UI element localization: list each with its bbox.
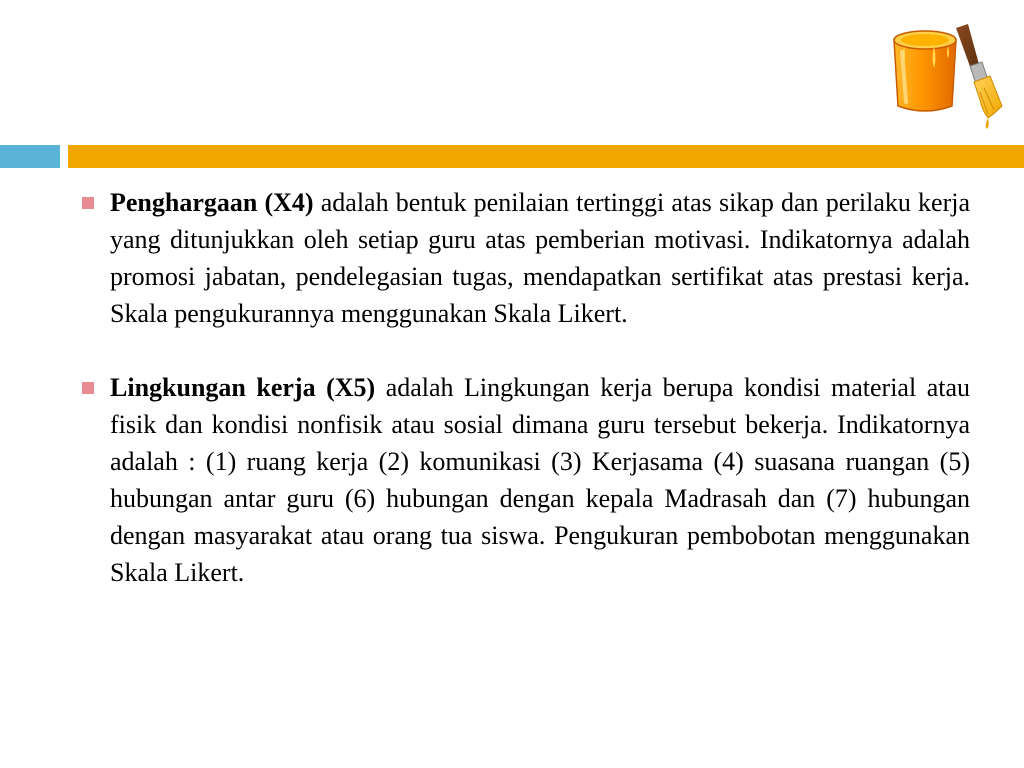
bullet-term: Penghargaan (X4) (110, 188, 314, 217)
bullet-paragraph (110, 369, 970, 591)
paint-bucket-and-brush-icon (884, 22, 1004, 130)
bullet-paragraph (110, 184, 970, 332)
square-bullet-icon (82, 197, 94, 209)
bullet-description: adalah Lingkungan kerja berupa kondisi material atau fisik dan kondisi nonfisik atau sosial dimana guru tersebut bekerja. Indikatornya adalah : (1) ruang kerja (2) komunikasi (3) Kerjasama (4) suasana ruangan (5) hubungan antar guru (6) hubungan dengan kepala Madrasah dan (7) hubungan dengan masyarakat atau orang tua siswa. Pengukuran pembobotan menggunakan Skala Likert. (110, 373, 971, 587)
header-bar-right (68, 145, 1024, 168)
bullet-item (82, 369, 970, 591)
bullet-item (82, 184, 970, 332)
slide-content (82, 184, 970, 628)
bullet-term: Lingkungan kerja (X5) (110, 373, 376, 402)
square-bullet-icon (82, 382, 94, 394)
header-bar-left (0, 145, 60, 168)
bullet-description: adalah bentuk penilaian tertinggi atas sikap dan perilaku kerja yang ditunjukkan oleh setiap guru atas pemberian motivasi. Indikatornya adalah promosi jabatan, pendelegasian tugas, mendapatkan sertifikat atas prestasi kerja. Skala pengukurannya menggunakan Skala Likert. (110, 188, 970, 328)
